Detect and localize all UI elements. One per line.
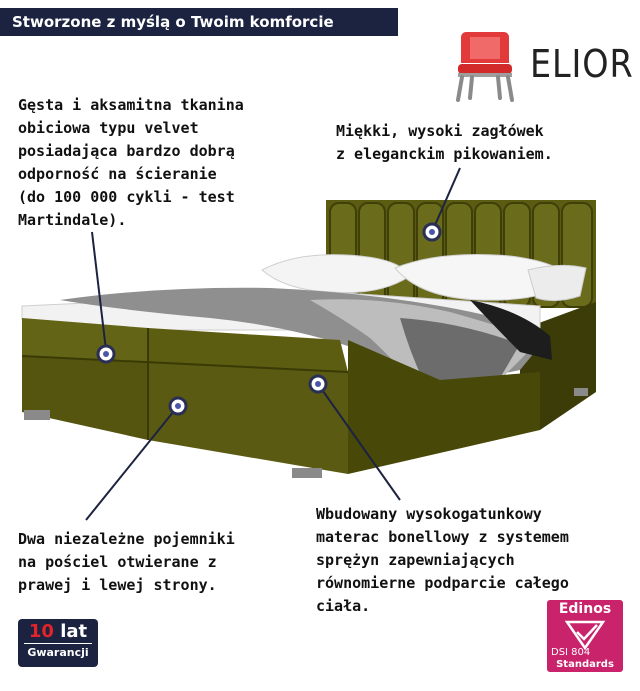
certificate-name: Edinos [558,601,612,617]
warranty-label: Gwarancji [24,643,92,659]
warranty-unit: lat [60,621,88,642]
brand-name: ELIOR [530,42,634,86]
feature-note-headboard: Miękki, wysoki zagłówek z eleganckim pikowaniem. [336,122,553,163]
certificate-code: DSI 804 [551,647,591,658]
warranty-number: 10 [28,621,54,642]
banner-text: Stworzone z myślą o Twoim komforcie [12,13,334,31]
feature-note-storage: Dwa niezależne pojemniki na pościel otwierane z prawej i lewej strony. [18,530,235,594]
feature-note-fabric: Gęsta i aksamitna tkanina obiciowa typu velvet posiadająca bardzo dobrą odporność na ścieranie (do 100 000 cykli - test Martindale). [18,96,244,229]
check-shield-icon [565,620,605,650]
hotspot-headboard [424,224,440,240]
warranty-badge [18,619,98,667]
hotspot-storage [170,398,186,414]
certificate-label: Standards [556,659,614,670]
feature-note-mattress: Wbudowany wysokogatunkowy materac bonellowy z systemem sprężyn zapewniających równomierne podparcie całego ciała. [316,505,569,615]
hotspot-mattress [310,376,326,392]
certificate-badge [547,600,623,672]
hotspot-fabric [98,346,114,362]
